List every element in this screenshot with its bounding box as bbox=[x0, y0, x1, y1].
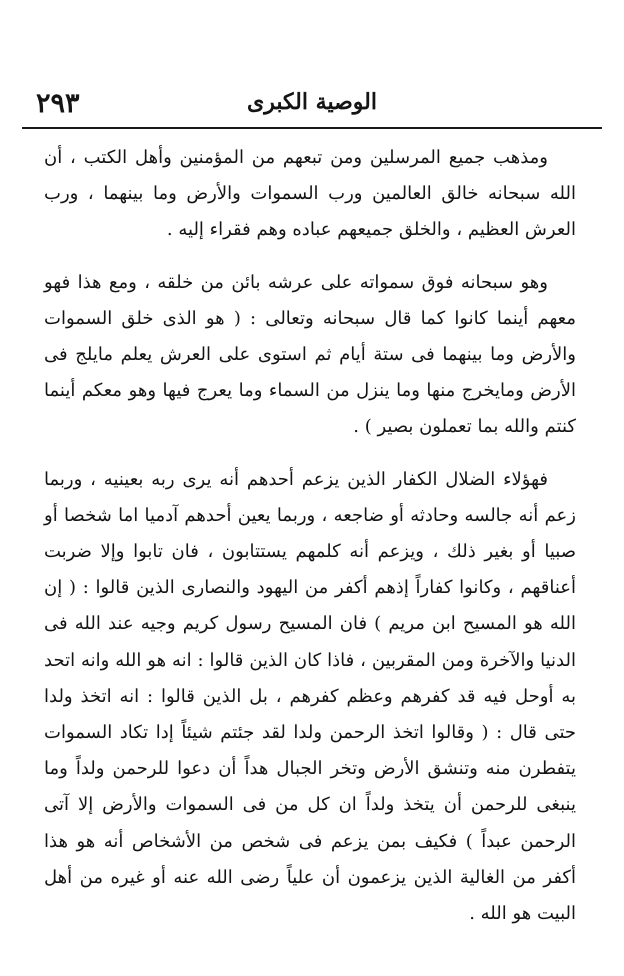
paragraph-2: وهو سبحانه فوق سمواته على عرشه بائن من خلقه ، ومع هذا فهو معهم أينما كانوا كما قال سبحانه وتعالى : ( هو الذى خلق السموات والأرض وما بينهما فى ستة أيام ثم استوى على العرش يعلم مايلج فى الأرض ومايخرج منها وما ينزل من السماء وما يعرج فيها وهو معكم أينما كنتم والله بما تعملون بصير ) . bbox=[44, 271, 576, 438]
paragraph-1: ومذهب جميع المرسلين ومن تبعهم من المؤمنين وأهل الكتب ، أن الله سبحانه خالق العالمين ورب السموات والأرض وما بينهما ، ورب العرش العظيم ، والخلق جميعهم عباده وهم فقراء إليه . bbox=[44, 147, 576, 241]
book-title: الوصية الكبرى bbox=[247, 89, 377, 115]
page-number: ٢٩٣ bbox=[36, 88, 80, 119]
paragraph-3: فهؤلاء الضلال الكفار الذين يزعم أحدهم أنه يرى ربه بعينيه ، وربما زعم أنه جالسه وحادثه أو ضاجعه ، وربما يعين أحدهم آدميا اما شخصا أو صبيا أو بغير ذلك ، ويزعم أنه كلمهم يستتابون ، فان تابوا وإلا ضربت أعناقهم ، وكانوا كفاراً إذهم أكفر من اليهود والنصارى الذين قالوا : ( إن الله هو المسيح ابن مريم ) فان المسيح رسول كريم وجيه عند الله فى الدنيا والآخرة ومن المقربين ، فاذا كان الذين قالوا : انه هو الله وانه اتحد به أوحل فيه قد كفرهم وعظم كفرهم ، بل الذين قالوا : انه اتخذ ولدا حتى قال : ( وقالوا اتخذ الرحمن ولدا لقد جئتم شيئاً إدا تكاد السموات يتفطرن منه وتنشق الأرض وتخر الجبال هداً أن دعوا للرحمن ولداً وما ينبغى للرحمن أن يتخذ ولداً ان كل من فى السموات والأرض إلا آتى الرحمن عبداً ) فكيف بمن يزعم فى شخص من الأشخاص أنه هو هذا أكفر من الغالية الذين يزعمون أن علياً رضى الله عنه أو غيره من أهل البيت هو الله . bbox=[44, 468, 576, 925]
body-text bbox=[44, 140, 576, 932]
running-header bbox=[22, 82, 602, 122]
header-rule bbox=[22, 127, 602, 129]
